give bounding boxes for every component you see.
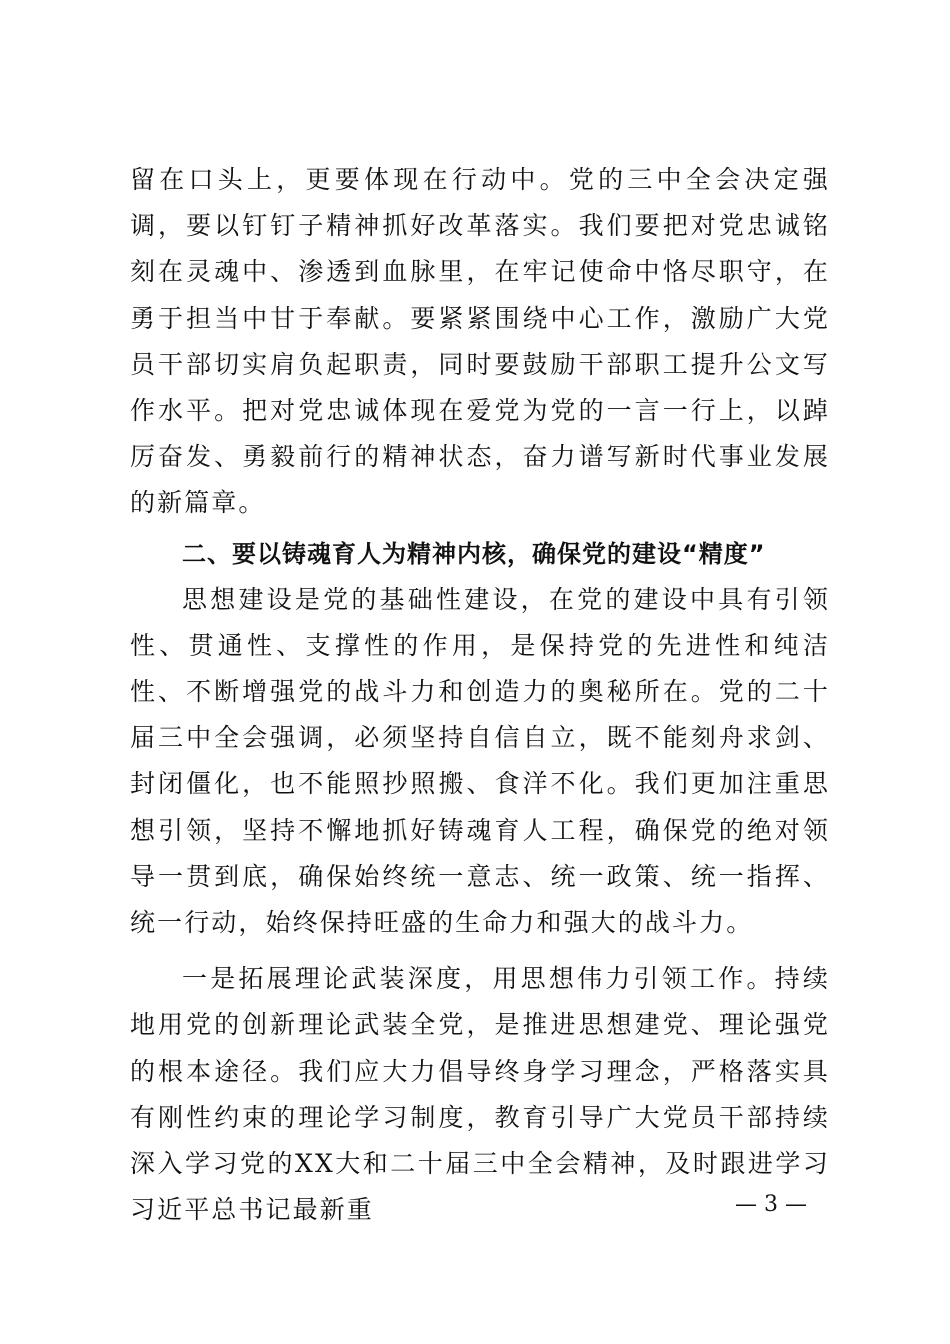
document-body <box>130 157 830 1233</box>
paragraph-continued: 留在口头上，更要体现在行动中。党的三中全会决定强调，要以钉钉子精神抓好改革落实。我们要把对党忠诚铭刻在灵魂中、渗透到血脉里，在牢记使命中恪尽职守，在勇于担当中甘于奉献。要紧紧围绕中心工作，激励广大党员干部切实肩负起职责，同时要鼓励干部职工提升公文写作水平。把对党忠诚体现在爱党为党的一言一行上，以踔厉奋发、勇毅前行的精神状态，奋力谱写新时代事业发展的新篇章。 <box>130 165 830 518</box>
section-heading: 二、要以铸魂育人为精神内核，确保党的建设“精度” <box>182 539 766 568</box>
paragraph-thought-building: 思想建设是党的基础性建设，在党的建设中具有引领性、贯通性、支撑性的作用，是保持党的先进性和纯洁性、不断增强党的战斗力和创造力的奥秘所在。党的二十届三中全会强调，必须坚持自信自立，既不能刻舟求剑、封闭僵化，也不能照抄照搬、食洋不化。我们更加注重思想引领，坚持不懈地抓好铸魂育人工程，确保党的绝对领导一贯到底，确保始终统一意志、统一政策、统一指挥、统一行动，始终保持旺盛的生命力和强大的战斗力。 <box>130 584 830 938</box>
page-number: — 3 — <box>735 1192 807 1217</box>
paragraph-theory-arming: 一是拓展理论武装深度，用思想伟力引领工作。持续地用党的创新理论武装全党，是推进思想建党、理论强党的根本途径。我们应大力倡导终身学习理念，严格落实具有刚性约束的理论学习制度，教育引导广大党员干部持续深入学习党的XX大和二十届三中全会精神，及时跟进学习习近平总书记最新重 <box>130 964 830 1225</box>
